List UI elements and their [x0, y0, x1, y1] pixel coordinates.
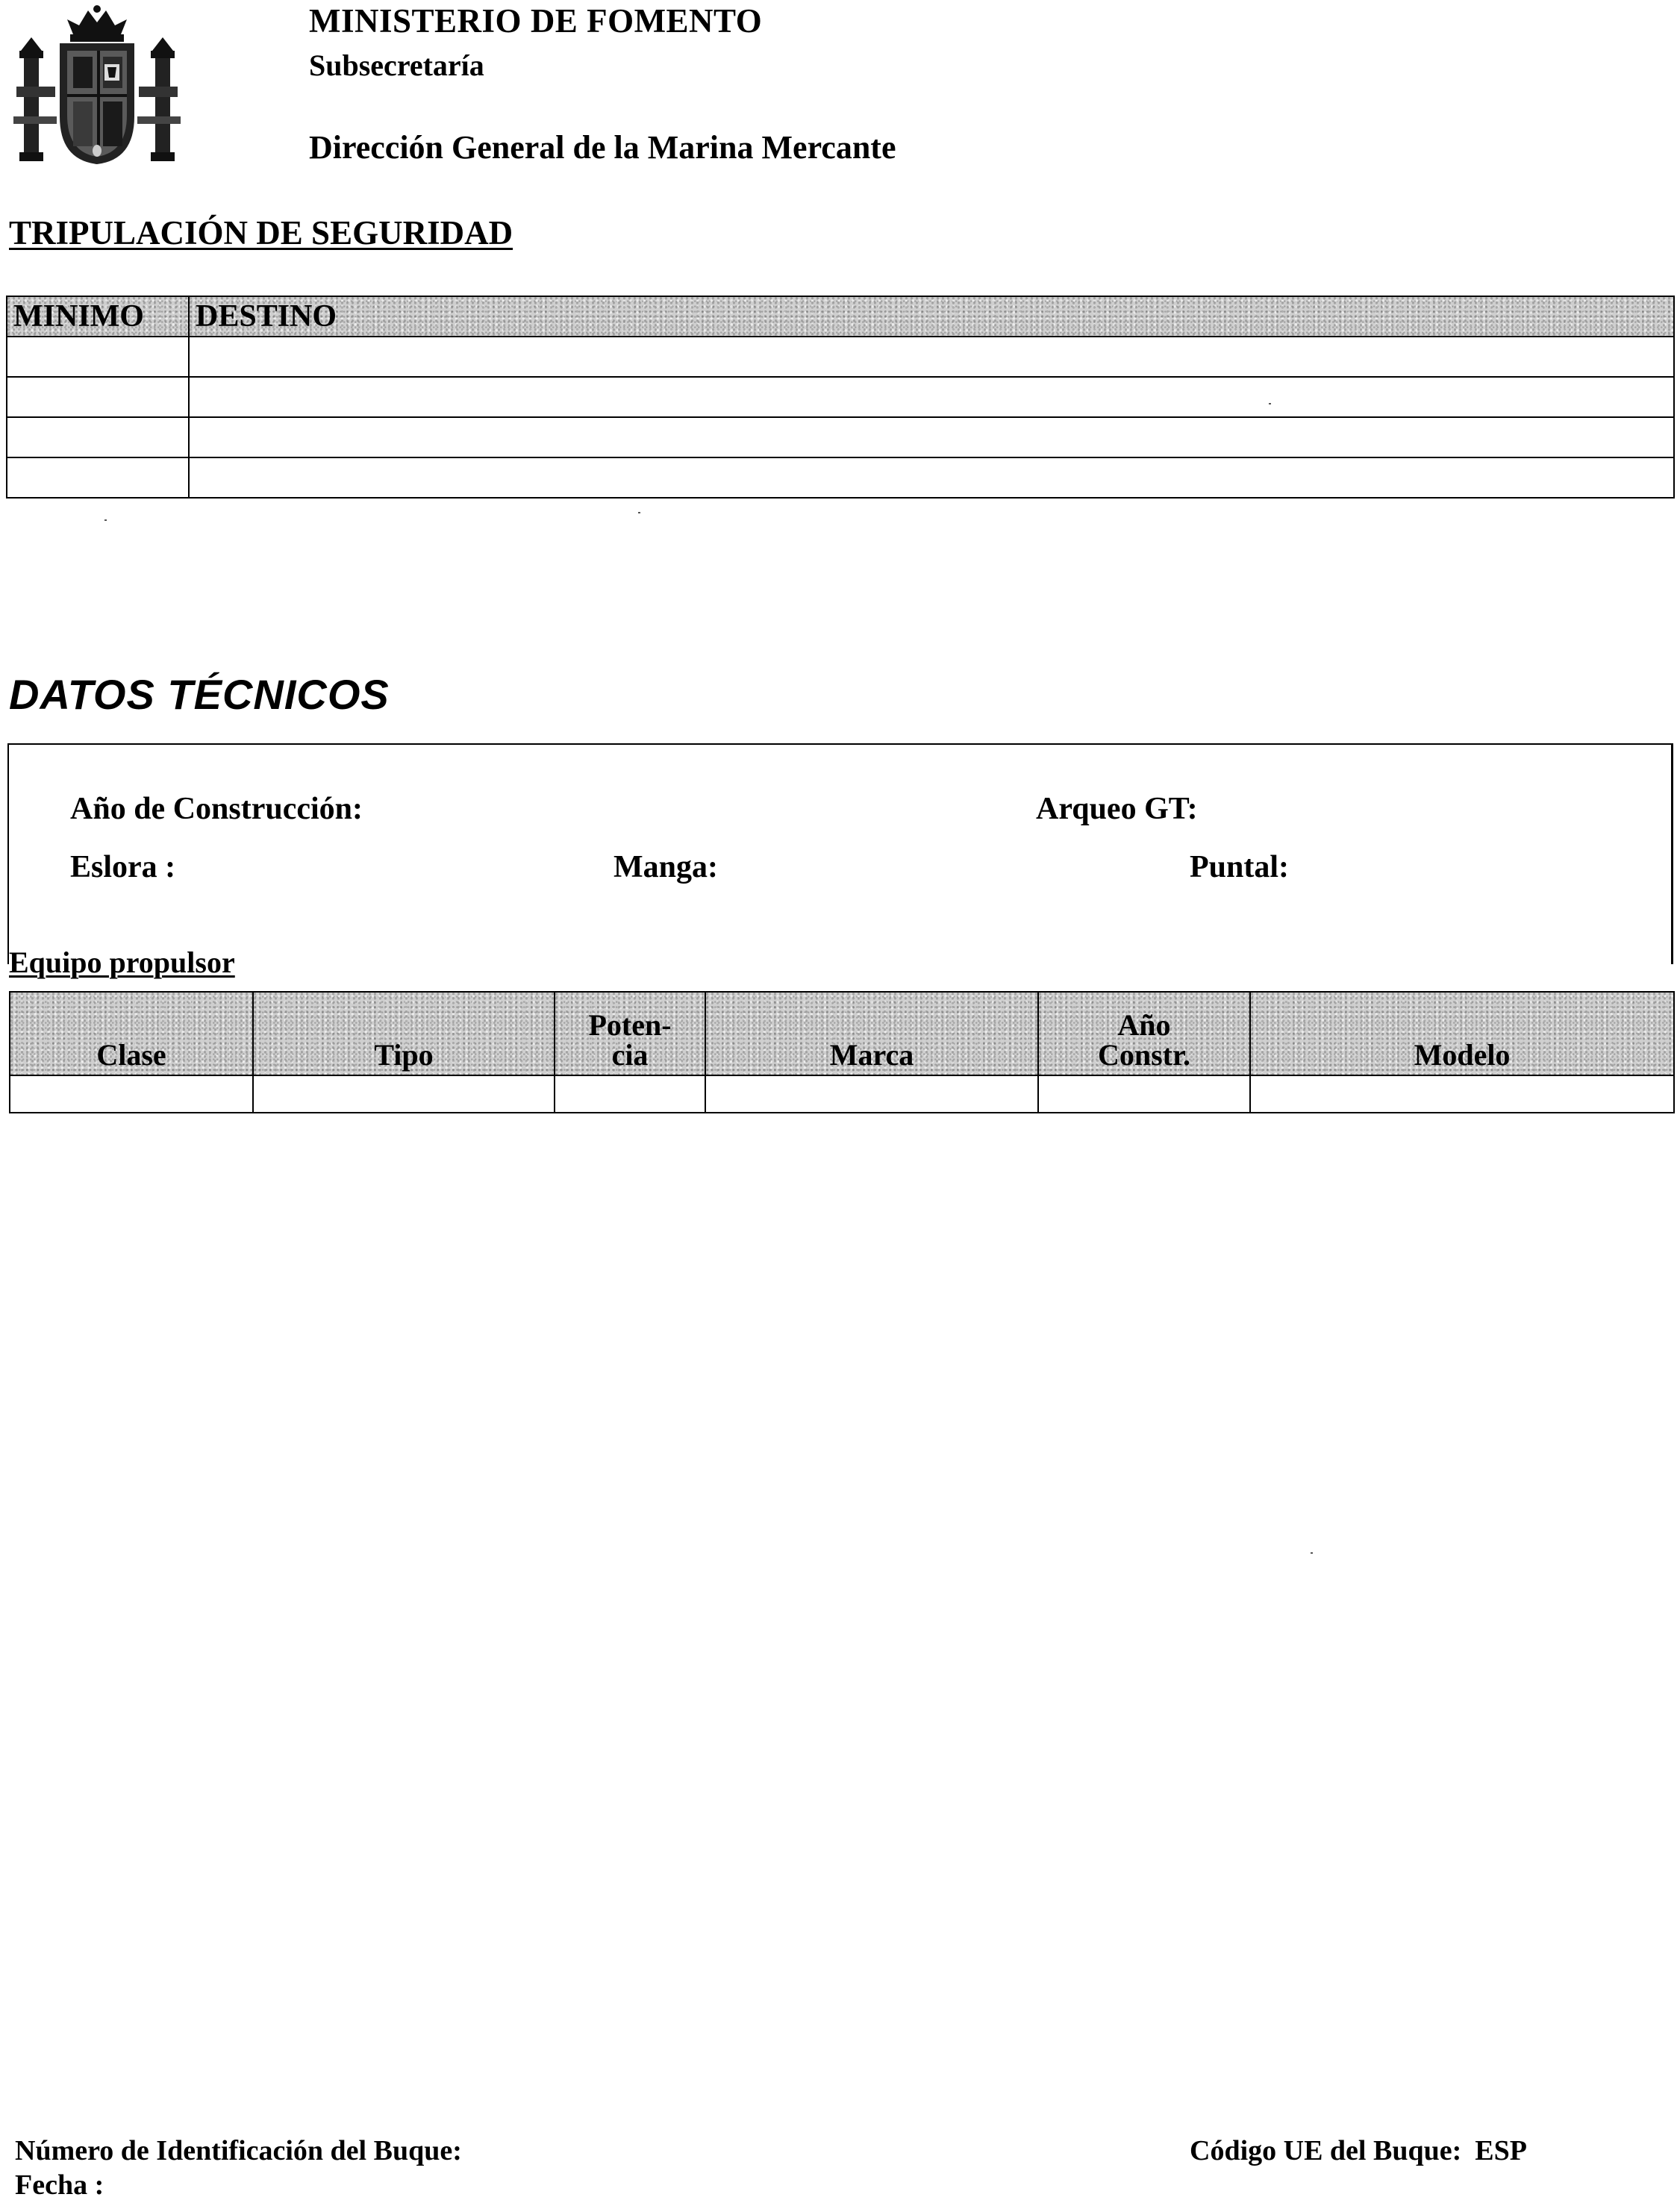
tripulacion-title: TRIPULACIÓN DE SEGURIDAD [9, 214, 513, 251]
column-header-destino: DESTINO [189, 296, 1674, 337]
equipo-propulsor-title: Equipo propulsor [9, 946, 235, 979]
column-header-line2: Marca [829, 1038, 914, 1072]
destino-cell[interactable] [189, 377, 1674, 417]
minimo-cell[interactable] [7, 457, 189, 498]
scan-speck [104, 519, 107, 521]
puntal-label: Puntal: [1190, 850, 1290, 884]
column-header-line2: Modelo [1414, 1038, 1511, 1072]
codigo-ue-field [1190, 2134, 1527, 2167]
marca-cell[interactable] [705, 1075, 1038, 1113]
codigo-ue-value: ESP [1475, 2135, 1527, 2166]
table-row [7, 337, 1674, 377]
clase-cell[interactable] [10, 1075, 253, 1113]
spanish-coat-of-arms-icon [13, 4, 181, 170]
direccion-general-label: Dirección General de la Marina Mercante [309, 129, 896, 166]
datos-tecnicos-title: DATOS TÉCNICOS [9, 671, 390, 718]
column-header-anio-constr [1038, 992, 1250, 1075]
tripulacion-header-row [7, 296, 1674, 337]
column-header-line1: Poten- [588, 1008, 672, 1042]
minimo-cell[interactable] [7, 377, 189, 417]
table-row [10, 1075, 1674, 1113]
column-header-line1: Año [1117, 1008, 1171, 1042]
arqueo-gt-label: Arqueo GT: [1036, 792, 1198, 826]
manga-label: Manga: [613, 850, 718, 884]
column-header-line2: Clase [96, 1038, 166, 1072]
column-header-line2: cia [611, 1038, 649, 1072]
scan-speck [1269, 403, 1271, 404]
column-header-line2: Tipo [374, 1038, 434, 1072]
modelo-cell[interactable] [1250, 1075, 1674, 1113]
column-header-marca [705, 992, 1038, 1075]
scan-speck [1311, 1552, 1313, 1554]
minimo-cell[interactable] [7, 417, 189, 457]
datos-tecnicos-box [7, 743, 1673, 964]
column-header-line2: Constr. [1097, 1038, 1191, 1072]
anio-constr-cell[interactable] [1038, 1075, 1250, 1113]
column-header-tipo [253, 992, 555, 1075]
tripulacion-table [6, 296, 1675, 499]
potencia-cell[interactable] [555, 1075, 705, 1113]
destino-cell[interactable] [189, 417, 1674, 457]
scan-speck [638, 512, 640, 513]
equipo-header-row [10, 992, 1674, 1075]
column-header-minimo: MINIMO [7, 296, 189, 337]
table-row [7, 417, 1674, 457]
tipo-cell[interactable] [253, 1075, 555, 1113]
destino-cell[interactable] [189, 457, 1674, 498]
anio-construccion-label: Año de Construcción: [70, 792, 363, 826]
table-row [7, 457, 1674, 498]
minimo-cell[interactable] [7, 337, 189, 377]
ministry-name: MINISTERIO DE FOMENTO [309, 2, 763, 40]
eslora-label: Eslora : [70, 850, 176, 884]
codigo-ue-label: Código UE del Buque: [1190, 2135, 1462, 2166]
column-header-potencia [555, 992, 705, 1075]
numero-identificacion-label: Número de Identificación del Buque: [15, 2135, 462, 2166]
equipo-propulsor-table [9, 991, 1675, 1113]
table-row [7, 377, 1674, 417]
column-header-clase [10, 992, 253, 1075]
destino-cell[interactable] [189, 337, 1674, 377]
fecha-label: Fecha : [15, 2169, 104, 2201]
subsecretaria-label: Subsecretaría [309, 49, 484, 82]
column-header-modelo [1250, 992, 1674, 1075]
